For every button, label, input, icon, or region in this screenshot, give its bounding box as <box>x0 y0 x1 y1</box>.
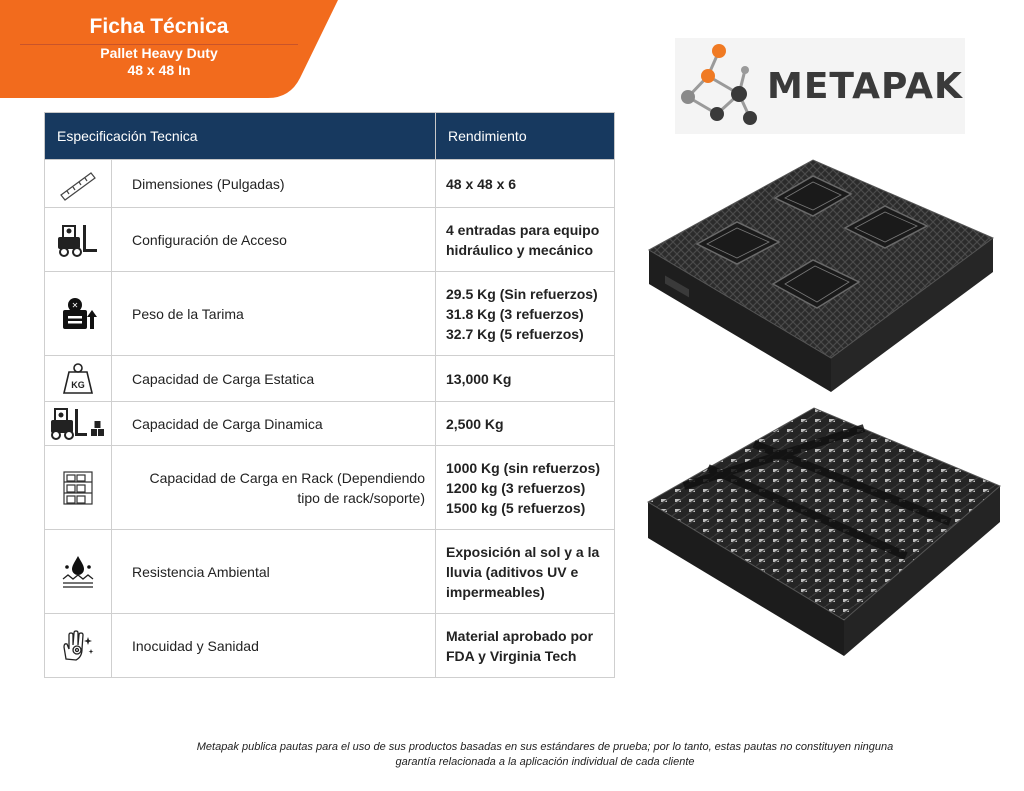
row-label: Capacidad de Carga Estatica <box>112 356 436 402</box>
table-row <box>45 446 615 530</box>
svg-text:KG: KG <box>71 379 85 390</box>
row-value: 29.5 Kg (Sin refuerzos) 31.8 Kg (3 refuerzos) 32.7 Kg (5 refuerzos) <box>436 272 615 356</box>
table-row <box>45 530 615 614</box>
forklift-boxes-icon <box>49 407 107 441</box>
ruler-icon <box>57 167 99 201</box>
page-title: Ficha Técnica <box>20 14 298 45</box>
forklift-icon <box>55 223 101 257</box>
row-value: 2,500 Kg <box>436 402 615 446</box>
row-label: Peso de la Tarima <box>112 272 436 356</box>
row-value: 48 x 48 x 6 <box>436 160 615 208</box>
row-label: Capacidad de Carga Dinamica <box>112 402 436 446</box>
row-label: Resistencia Ambiental <box>112 530 436 614</box>
row-label: Configuración de Acceso <box>112 208 436 272</box>
row-value: 1000 Kg (sin refuerzos) 1200 kg (3 refuerzos) 1500 kg (5 refuerzos) <box>436 446 615 530</box>
pallet-bottom-image <box>644 406 1004 658</box>
clean-hand-icon <box>60 629 96 663</box>
disclaimer: Metapak publica pautas para el uso de sus productos basadas en sus estándares de prueba; por lo tanto, estas pautas no constituyen ninguna garantía relacionada a la aplicación individual de cada cliente <box>196 741 894 768</box>
row-value: 4 entradas para equipo hidráulico y mecánico <box>436 208 615 272</box>
table-row <box>45 272 615 356</box>
rack-icon <box>61 470 95 506</box>
weather-icon <box>60 554 96 590</box>
logo-text: METAPAK <box>767 66 963 107</box>
svg-text:✕: ✕ <box>71 300 79 310</box>
table-header-row <box>45 113 615 160</box>
molecule-icon <box>675 38 767 134</box>
col-header-spec: Especificación Tecnica <box>45 113 436 160</box>
product-name: Pallet Heavy Duty <box>100 45 218 61</box>
row-value: Material aprobado por FDA y Virginia Tech <box>436 614 615 678</box>
table-row <box>45 614 615 678</box>
table-row <box>45 160 615 208</box>
header-banner <box>0 0 340 98</box>
row-label: Inocuidad y Sanidad <box>112 614 436 678</box>
weight-box-icon <box>58 296 98 332</box>
table-row <box>45 402 615 446</box>
pallet-top-image <box>645 158 997 394</box>
kg-weight-icon <box>61 362 95 396</box>
row-label: Capacidad de Carga en Rack (Dependiendo tipo de rack/soporte) <box>112 446 436 530</box>
product-size: 48 x 48 In <box>127 62 191 78</box>
col-header-performance: Rendimiento <box>436 113 615 160</box>
table-row <box>45 356 615 402</box>
table-row <box>45 208 615 272</box>
row-value: 13,000 Kg <box>436 356 615 402</box>
metapak-logo <box>675 38 965 134</box>
spec-table <box>44 112 615 678</box>
row-label: Dimensiones (Pulgadas) <box>112 160 436 208</box>
row-value: Exposición al sol y a la lluvia (aditivos UV e impermeables) <box>436 530 615 614</box>
